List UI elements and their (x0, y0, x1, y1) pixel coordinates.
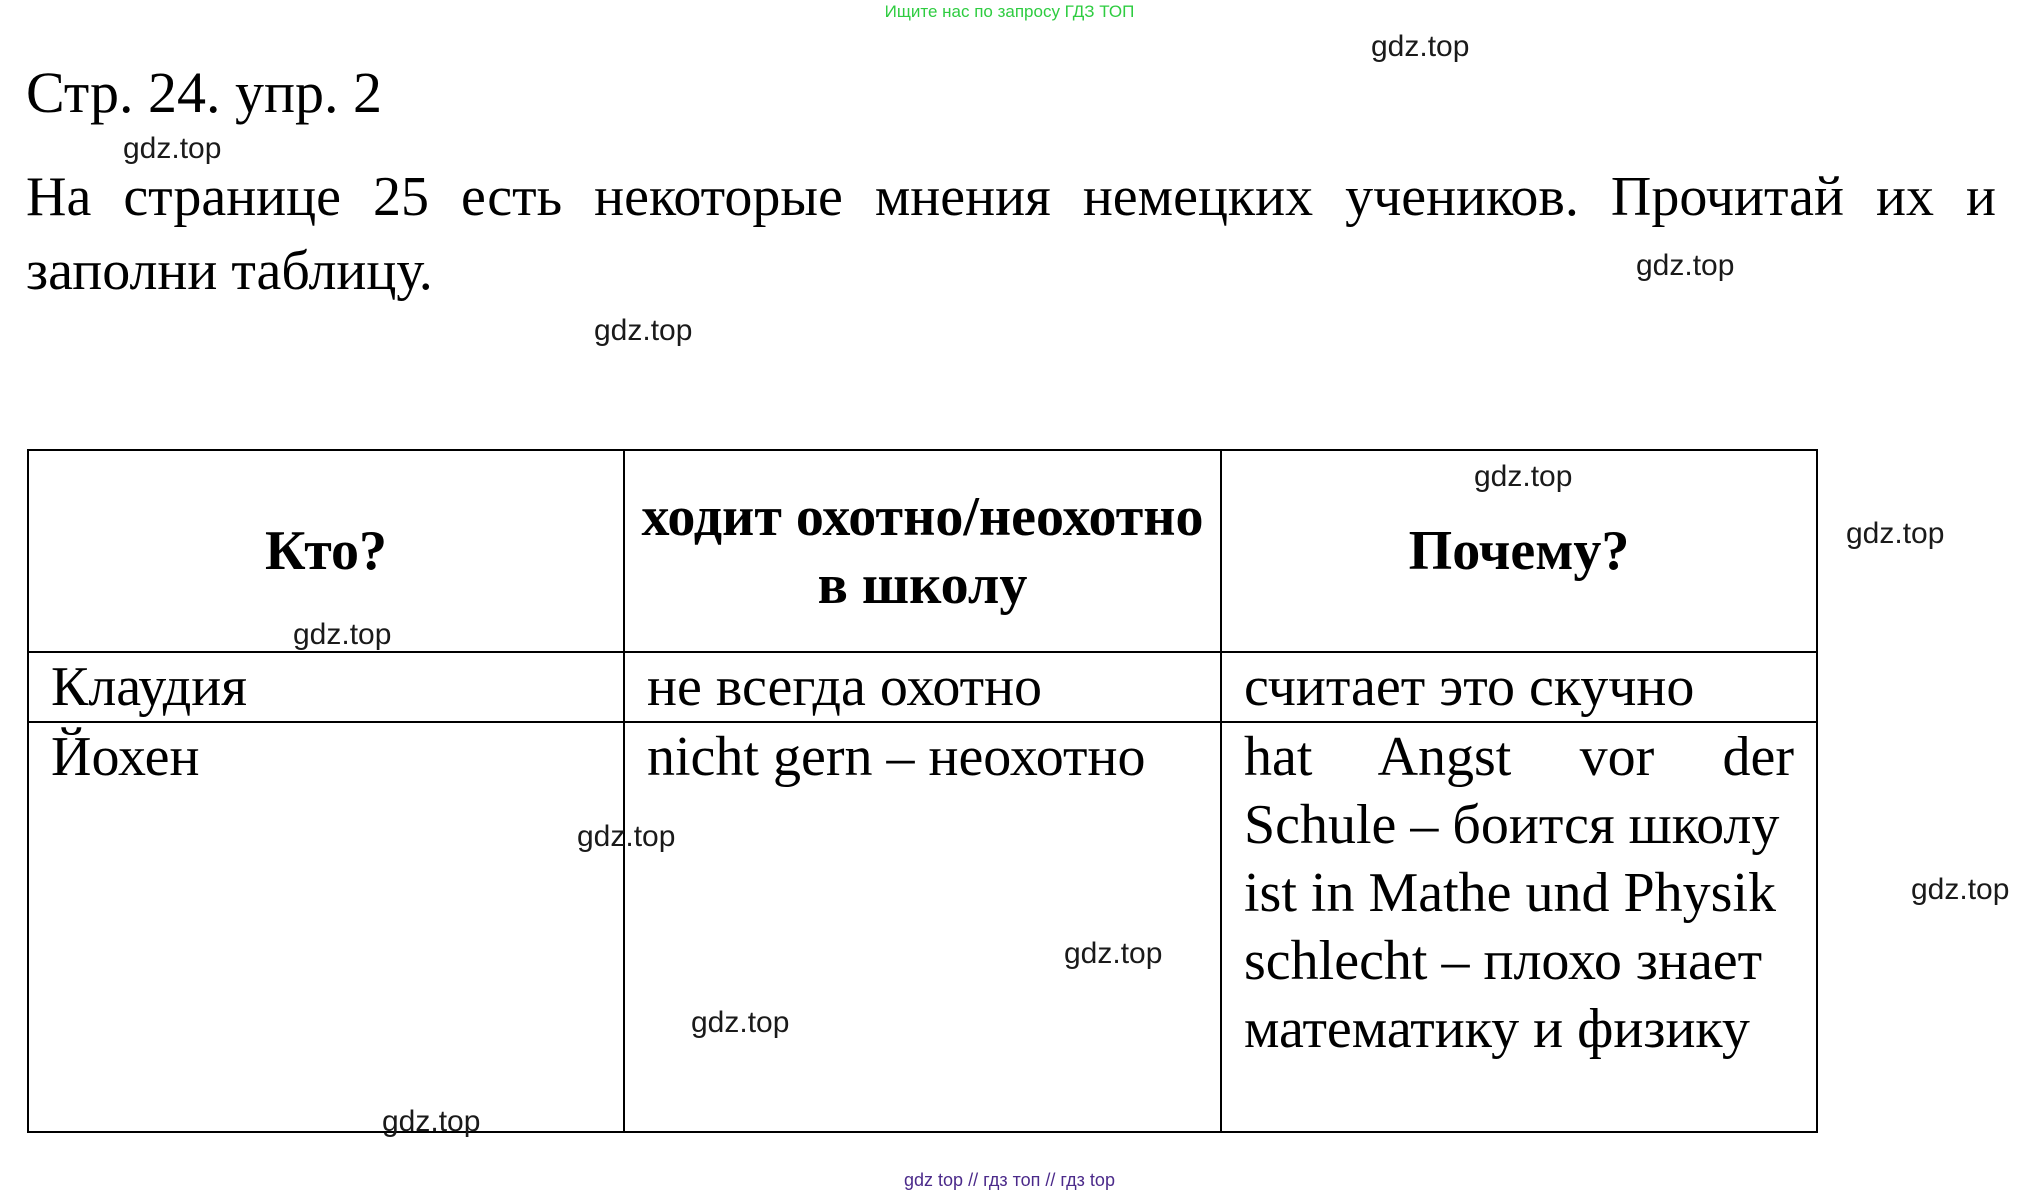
watermark: gdz.top (382, 1105, 481, 1138)
cell-attendance: nicht gern – неохотно (624, 722, 1221, 1132)
watermark: gdz.top (1911, 873, 2010, 906)
watermark: gdz.top (1846, 517, 1945, 550)
header-who: Кто? (28, 450, 624, 652)
footer-link: // гдз топ (963, 1170, 1040, 1190)
cell-attendance: не всегда охотно (624, 652, 1221, 722)
header-why: Почему? (1221, 450, 1817, 652)
cell-name: Йохен (28, 722, 624, 1132)
cell-name: Клаудия (28, 652, 624, 722)
table-row (28, 722, 1817, 1132)
top-banner: Ищите нас по запросу ГДЗ ТОП (884, 2, 1135, 21)
exercise-title: Стр. 24. упр. 2 (26, 60, 383, 125)
reason-line-1: hat Angst vor der Schule – боится школу (1244, 726, 1794, 856)
header-attendance: ходит охотно/неохотно в школу (624, 450, 1221, 652)
watermark: gdz.top (1371, 30, 1470, 63)
watermark: gdz.top (1064, 937, 1163, 970)
watermark: gdz.top (293, 618, 392, 651)
task-text: На странице 25 есть некоторые мнения немецких учеников. Прочитай их и заполни таблицу. (26, 166, 1996, 302)
watermark: gdz.top (123, 132, 222, 165)
cell-reason: считает это скучно (1221, 652, 1817, 722)
watermark: gdz.top (691, 1006, 790, 1039)
footer (0, 1170, 2019, 1191)
watermark: gdz.top (594, 314, 693, 347)
footer-link: gdz top (904, 1170, 964, 1190)
footer-link: // гдз top (1040, 1170, 1115, 1190)
reason-line-2: ist in Mathe und Physik schlecht – плохо знает математику и физику (1244, 862, 1777, 1060)
watermark: gdz.top (577, 820, 676, 853)
answer-table (27, 449, 1818, 1133)
table-row (28, 652, 1817, 722)
cell-reason (1221, 722, 1817, 1132)
watermark: gdz.top (1636, 249, 1735, 282)
watermark: gdz.top (1474, 460, 1573, 493)
